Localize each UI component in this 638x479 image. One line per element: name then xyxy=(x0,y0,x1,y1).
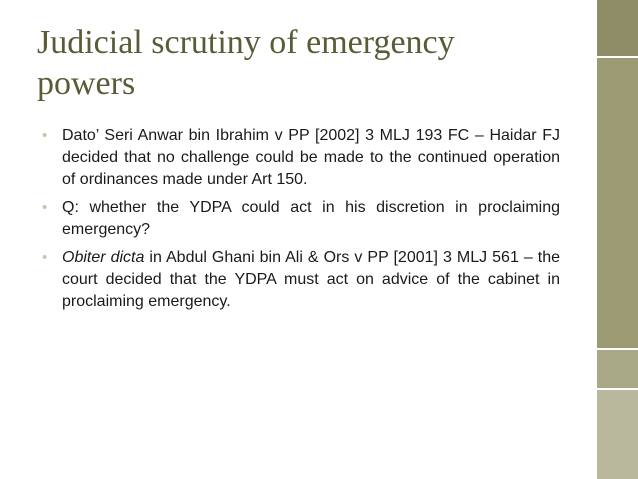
bullet-icon: • xyxy=(42,199,48,216)
bullet-item xyxy=(42,197,560,241)
side-bar-block xyxy=(597,0,638,56)
bullet-text: Dato’ Seri Anwar bin Ibrahim v PP [2002] 3 MLJ 193 FC – Haidar FJ decided that no challenge could be made to the continued operation of ordinances made under Art 150. xyxy=(62,127,560,188)
side-bar-block xyxy=(597,390,638,479)
bullet-italic-lead: Obiter dicta xyxy=(62,249,145,266)
slide-title: Judicial scrutiny of emergency powers xyxy=(37,24,455,102)
bullet-list xyxy=(42,125,560,319)
bullet-item xyxy=(42,125,560,191)
decorative-side-bar xyxy=(597,0,638,479)
bullet-icon: • xyxy=(42,249,48,266)
side-bar-block xyxy=(597,350,638,388)
bullet-icon: • xyxy=(42,127,48,144)
bullet-text: in Abdul Ghani bin Ali & Ors v PP [2001] 3 MLJ 561 – the court decided that the YDPA must act on advice of the cabinet in proclaiming emergency. xyxy=(62,249,561,310)
side-bar-block xyxy=(597,58,638,348)
bullet-item xyxy=(42,247,560,313)
bullet-text: Q: whether the YDPA could act in his discretion in proclaiming emergency? xyxy=(62,199,560,238)
